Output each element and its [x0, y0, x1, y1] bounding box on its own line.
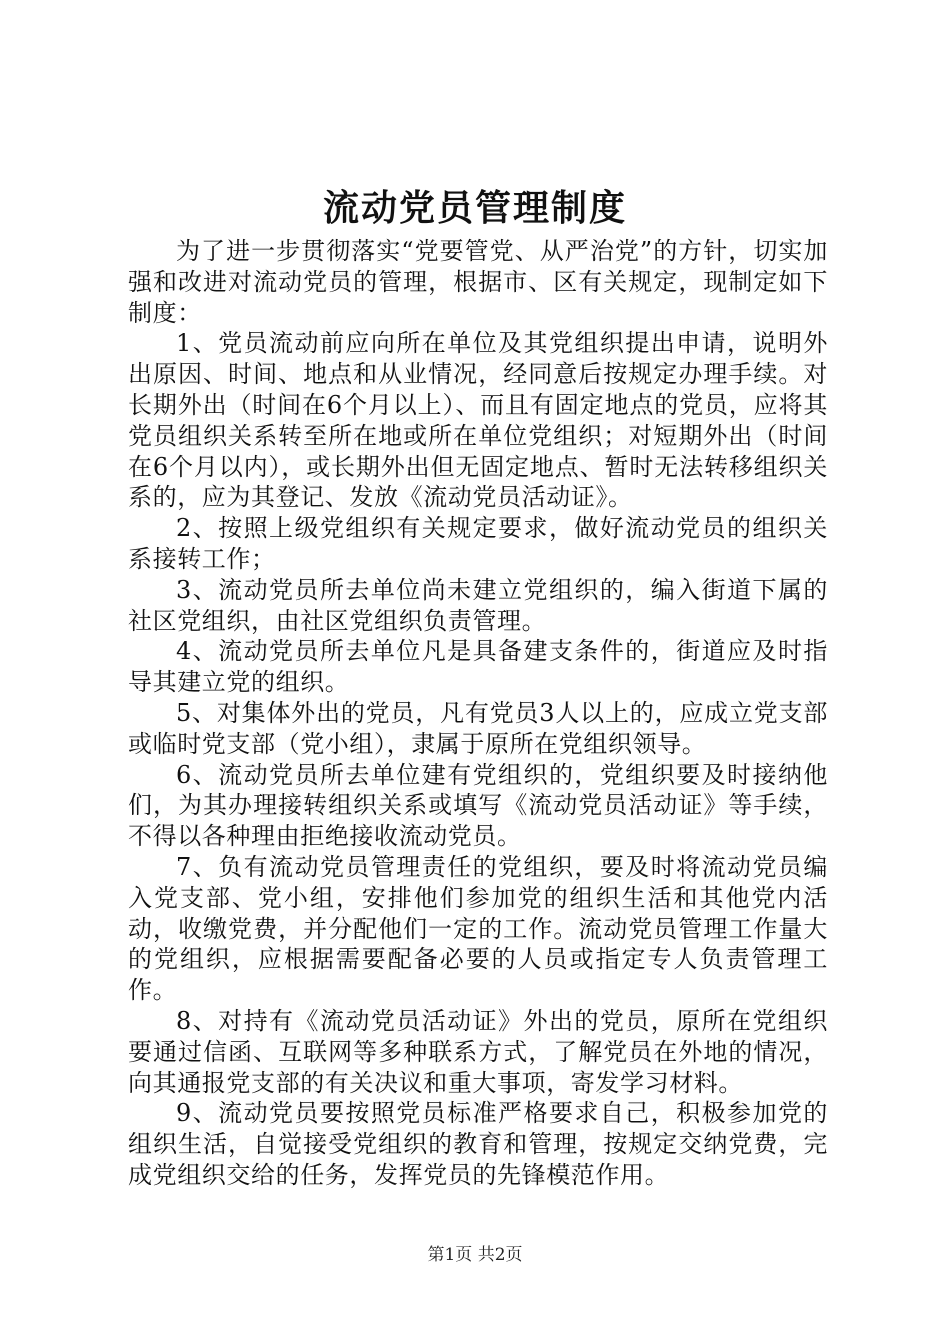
page-footer: 第1页 共2页: [427, 1245, 523, 1265]
paragraph-item-8: 8、对持有《流动党员活动证》外出的党员，原所在党组织要通过信函、互联网等多种联系方式，了解党员在外地的情况，向其通报党支部的有关决议和重大事项，寄发学习材料。: [128, 1006, 828, 1097]
paragraph-item-9: 9、流动党员要按照党员标准严格要求自己，积极参加党的组织生活，自觉接受党组织的教育和管理，按规定交纳党费，完成党组织交给的任务，发挥党员的先锋模范作用。: [128, 1099, 828, 1189]
paragraph-item-2: 2、按照上级党组织有关规定要求，做好流动党员的组织关系接转工作；: [128, 514, 828, 573]
document-body: [128, 236, 828, 1191]
paragraph-item-4: 4、流动党员所去单位凡是具备建支条件的，街道应及时指导其建立党的组织。: [128, 637, 828, 697]
paragraph-item-7: 7、负有流动党员管理责任的党组织，要及时将流动党员编入党支部、党小组，安排他们参加党的组织生活和其他党内活动，收缴党费，并分配他们一定的工作。流动党员管理工作量大的党组织，应根据需要配备必要的人员或指定专人负责管理工作。: [128, 852, 828, 1005]
paragraph-item-1: 1、党员流动前应向所在单位及其党组织提出申请，说明外出原因、时间、地点和从业情况，经同意后按规定办理手续。对长期外出（时间在6个月以上）、而且有固定地点的党员，应将其党员组织关系转至所在地或所在单位党组织；对短期外出（时间在6个月以内），或长期外出但无固定地点、暂时无法转移组织关系的，应为其登记、发放《流动党员活动证》。: [128, 329, 828, 512]
paragraph-item-3: 3、流动党员所去单位尚未建立党组织的，编入街道下属的社区党组织，由社区党组织负责管理。: [128, 575, 828, 635]
paragraph-intro: 为了进一步贯彻落实“党要管党、从严治党”的方针，切实加强和改进对流动党员的管理，根据市、区有关规定，现制定如下制度：: [128, 237, 828, 327]
paragraph-item-6: 6、流动党员所去单位建有党组织的，党组织要及时接纳他们，为其办理接转组织关系或填写《流动党员活动证》等手续，不得以各种理由拒绝接收流动党员。: [128, 760, 828, 851]
document-title: 流动党员管理制度: [322, 187, 627, 229]
paragraph-item-5: 5、对集体外出的党员，凡有党员3人以上的，应成立党支部或临时党支部（党小组），隶属于原所在党组织领导。: [128, 698, 828, 758]
